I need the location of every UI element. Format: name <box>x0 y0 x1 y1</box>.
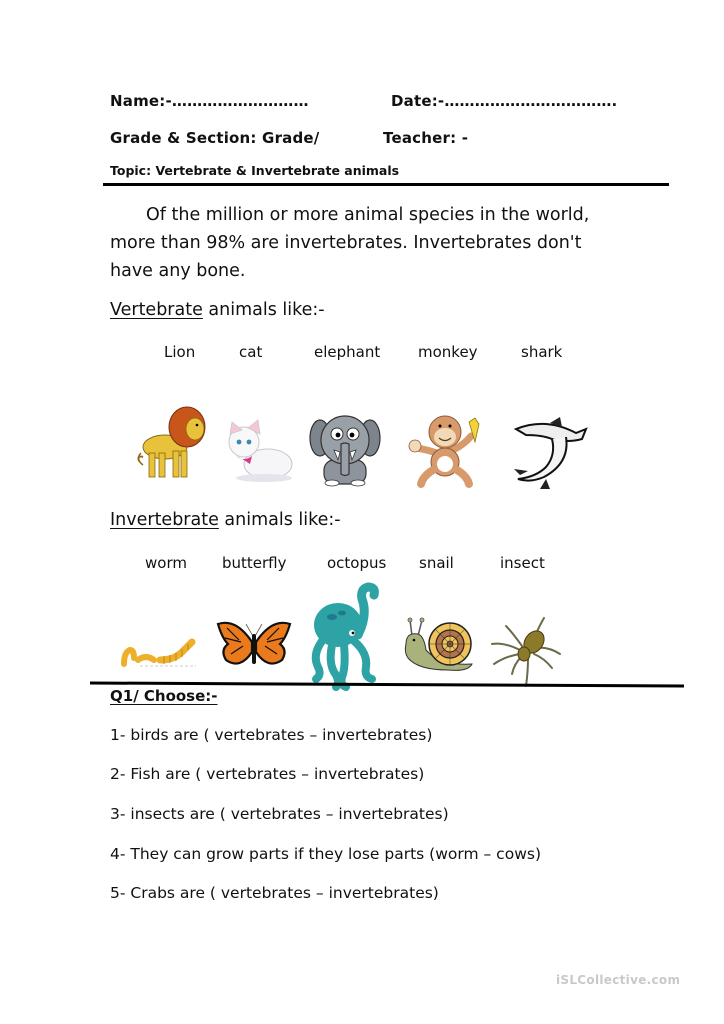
animal-label-octopus: octopus <box>327 554 387 572</box>
teacher-label: Teacher: - <box>383 129 469 147</box>
cat-icon <box>218 420 296 485</box>
watermark: iSLCollective.com <box>556 973 681 987</box>
intro-line-3: have any bone. <box>110 261 246 281</box>
shark-icon <box>510 415 588 493</box>
header-divider <box>103 183 669 186</box>
invertebrates-heading <box>110 510 341 530</box>
question-1: 1- birds are ( vertebrates – invertebrates) <box>110 726 433 744</box>
animal-label-snail: snail <box>419 554 454 572</box>
vertebrate-keyword: Vertebrate <box>110 300 203 320</box>
question-3: 3- insects are ( vertebrates – invertebrates) <box>110 805 449 823</box>
animal-label-monkey: monkey <box>418 343 478 361</box>
name-field-label: Name:-……………………… <box>110 92 309 110</box>
question-4: 4- They can grow parts if they lose parts (worm – cows) <box>110 845 541 863</box>
invertebrates-heading-rest: animals like:- <box>218 510 341 530</box>
animal-label-butterfly: butterfly <box>222 554 287 572</box>
lion-icon <box>135 405 210 483</box>
topic-label: Topic: Vertebrate & Invertebrate animals <box>110 163 400 178</box>
grade-section-label: Grade & Section: Grade/ <box>110 129 320 147</box>
intro-line-1: Of the million or more animal species in the world, <box>146 205 590 225</box>
animal-label-insect: insect <box>500 554 545 572</box>
intro-line-2: more than 98% are invertebrates. Invertebrates don't <box>110 233 582 253</box>
worm-icon <box>120 636 200 668</box>
vertebrates-heading <box>110 300 325 320</box>
octopus-icon <box>308 585 388 691</box>
vertebrates-heading-rest: animals like:- <box>202 300 325 320</box>
spider-icon <box>488 616 564 686</box>
animal-label-worm: worm <box>145 554 187 572</box>
butterfly-icon <box>217 618 291 670</box>
invertebrate-keyword: Invertebrate <box>110 510 219 530</box>
question-5: 5- Crabs are ( vertebrates – invertebrates) <box>110 884 439 902</box>
animal-label-cat: cat <box>239 343 263 361</box>
quiz-title: Q1/ Choose:- <box>110 687 218 705</box>
monkey-icon <box>403 410 483 488</box>
animal-label-shark: shark <box>521 343 563 361</box>
animal-label-lion: Lion <box>164 343 196 361</box>
animal-label-elephant: elephant <box>314 343 381 361</box>
question-2: 2- Fish are ( vertebrates – invertebrates) <box>110 765 425 783</box>
date-field-label: Date:-……………………………. <box>391 92 618 110</box>
snail-icon <box>404 614 478 674</box>
elephant-icon <box>310 410 380 488</box>
